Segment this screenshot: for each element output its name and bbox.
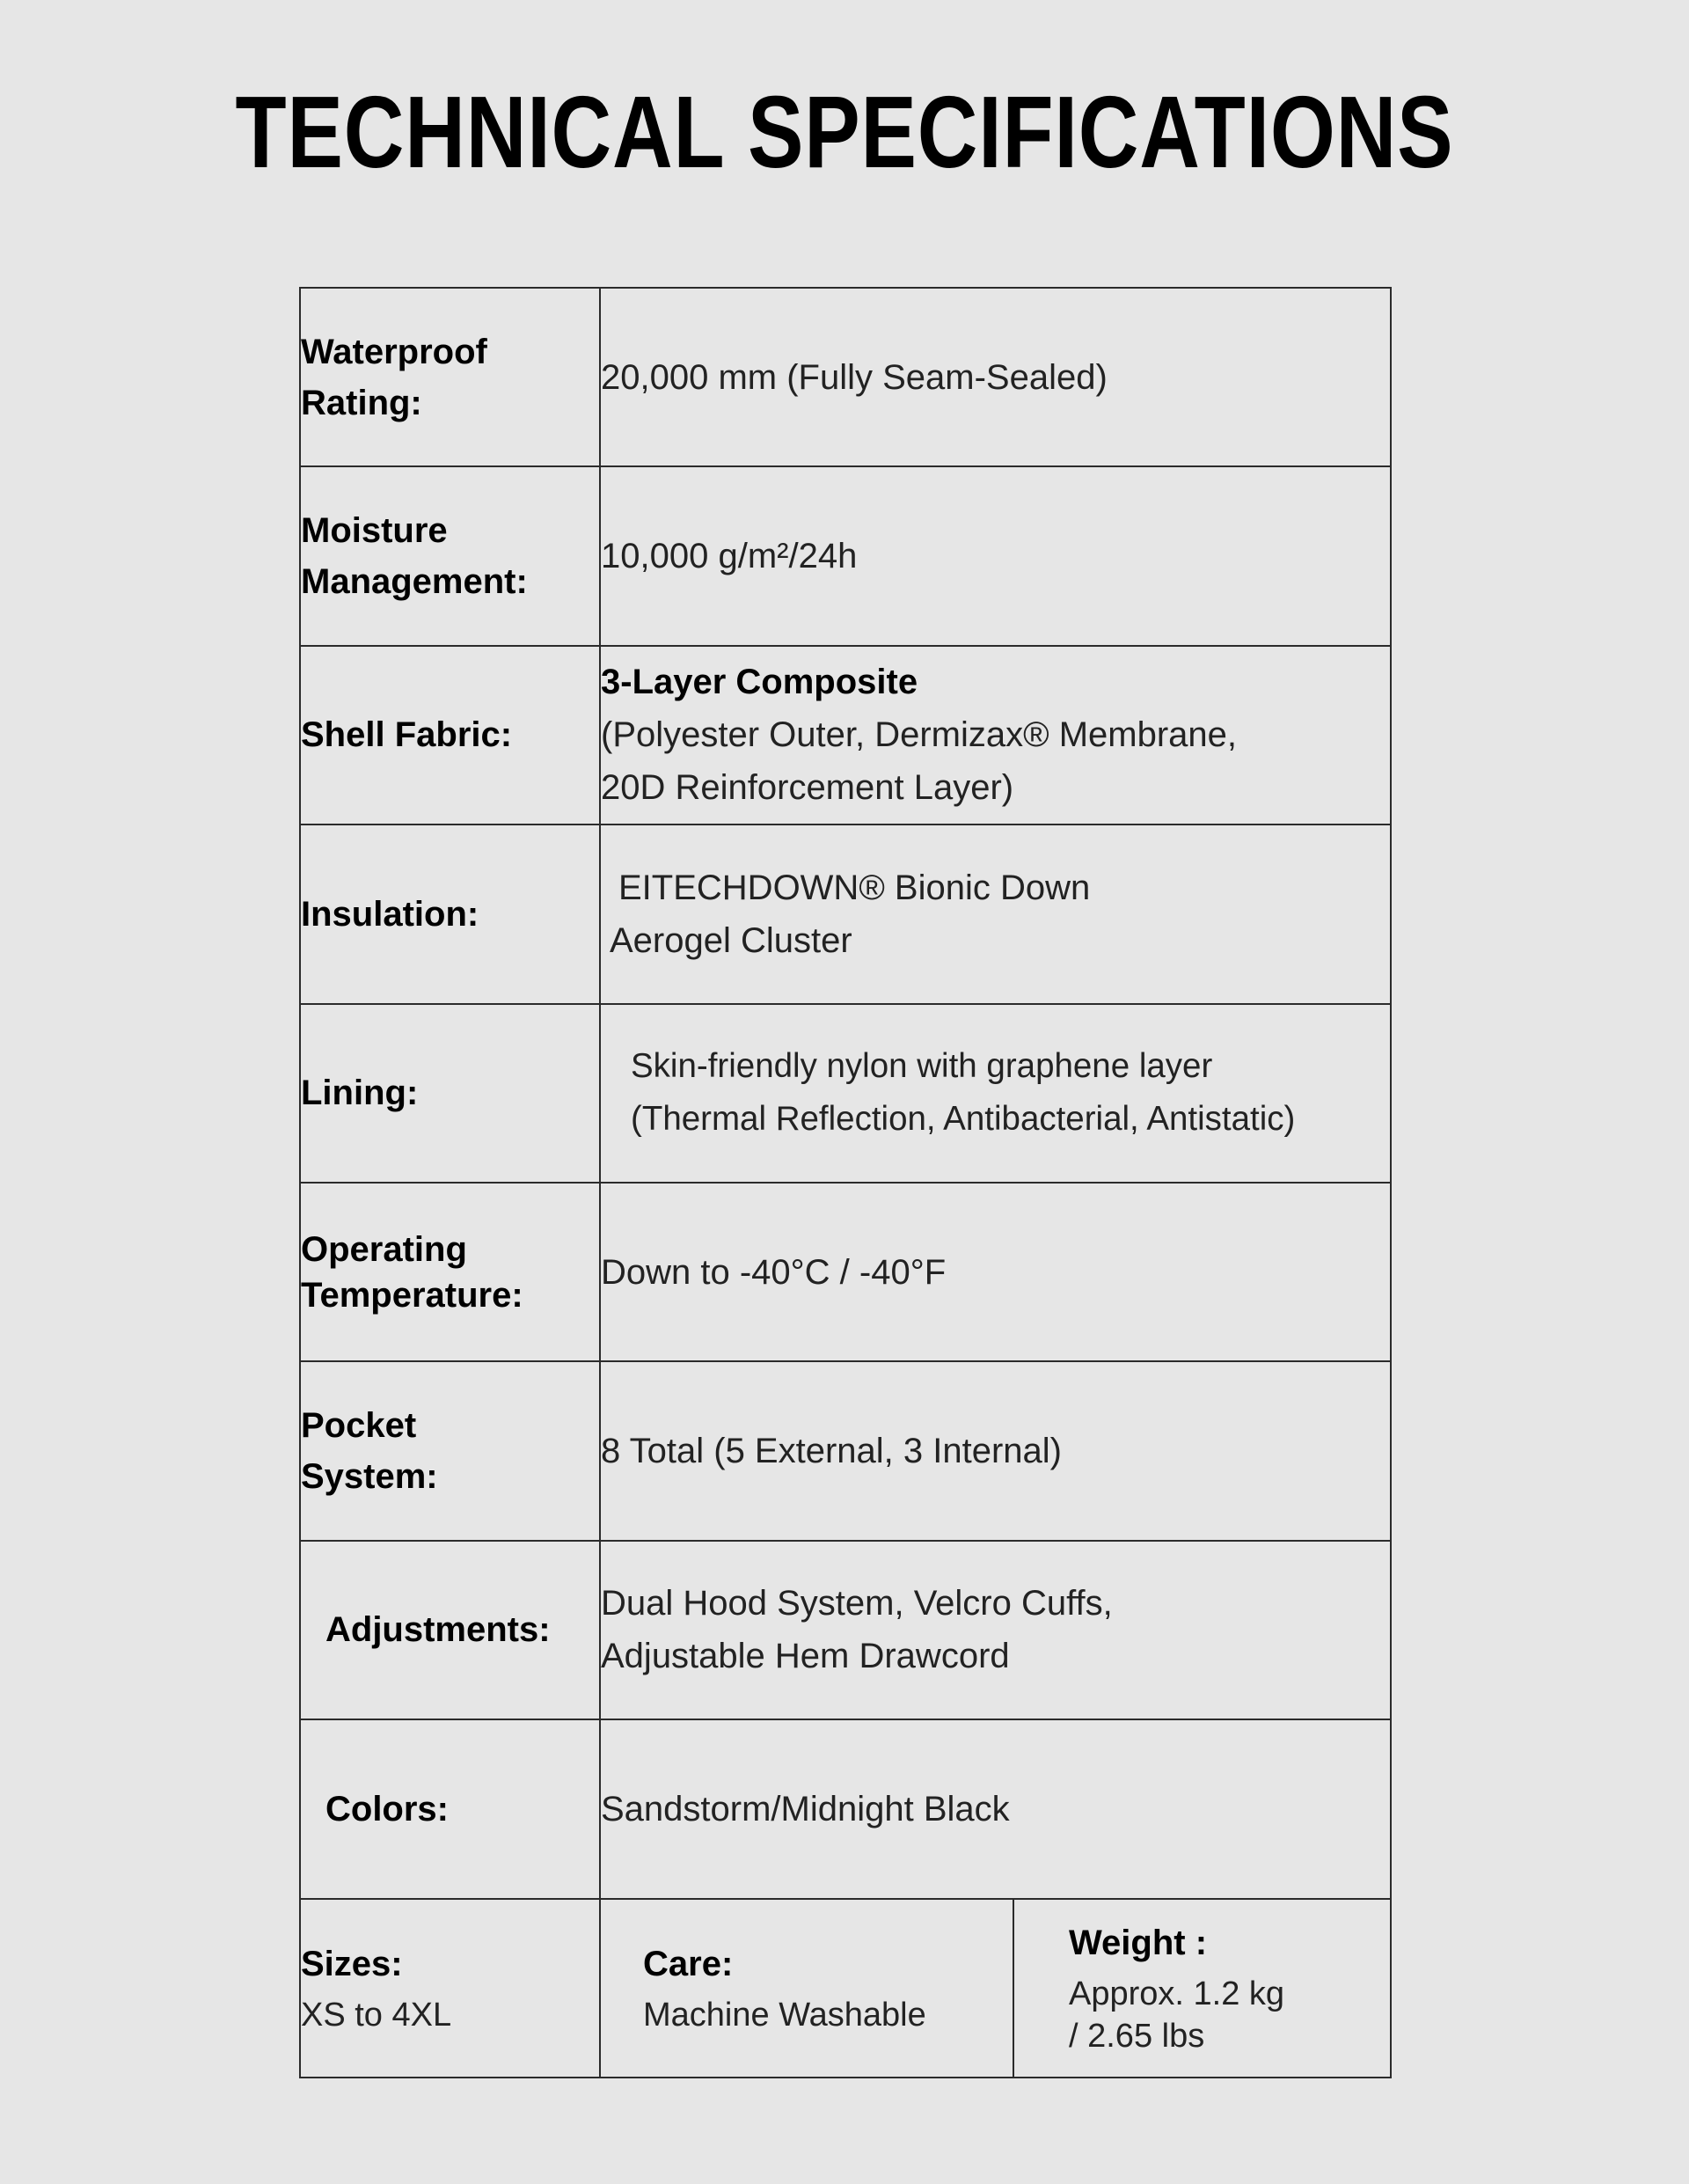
spec-row-adjustments xyxy=(300,1541,1391,1719)
spec-row-operating-temperature xyxy=(300,1183,1391,1361)
weight-label: Weight : xyxy=(1069,1924,1208,1963)
care-value: Machine Washable xyxy=(643,1997,926,2034)
page-title: TECHNICAL SPECIFICATIONS xyxy=(235,75,1454,189)
spec-row-pocket-system xyxy=(300,1361,1391,1540)
spec-label: Pocket System: xyxy=(300,1361,600,1540)
spec-value: 20,000 mm (Fully Seam-Sealed) xyxy=(600,288,1391,466)
spec-row-bottom xyxy=(300,1899,1391,2078)
spec-label: Moisture Management: xyxy=(300,466,600,645)
sizes-label: Sizes: xyxy=(301,1945,403,1984)
spec-label: Insulation: xyxy=(300,824,600,1003)
specifications-table xyxy=(299,287,1392,2078)
weight-value-line: Approx. 1.2 kg xyxy=(1069,1975,1285,2013)
sizes-value: XS to 4XL xyxy=(301,1997,452,2034)
spec-row-colors xyxy=(300,1719,1391,1898)
spec-row-shell-fabric xyxy=(300,646,1391,824)
spec-label: Operating Temperature: xyxy=(300,1183,600,1361)
spec-value: 8 Total (5 External, 3 Internal) xyxy=(600,1361,1391,1540)
spec-label: Adjustments: xyxy=(300,1541,600,1719)
spec-label: Waterproof Rating: xyxy=(300,288,600,466)
sizes-cell xyxy=(300,1899,600,2078)
spec-label: Colors: xyxy=(300,1719,600,1898)
spec-value: Dual Hood System, Velcro Cuffs, Adjustable Hem Drawcord xyxy=(600,1541,1391,1719)
spec-value: EITECHDOWN® Bionic Down Aerogel Cluster xyxy=(600,824,1391,1003)
spec-value: 3-Layer Composite (Polyester Outer, Dermizax® Membrane, 20D Reinforcement Layer) xyxy=(600,646,1391,824)
weight-value-line: / 2.65 lbs xyxy=(1069,2018,1205,2056)
spec-value: 10,000 g/m²/24h xyxy=(600,466,1391,645)
spec-value: Skin-friendly nylon with graphene layer (Thermal Reflection, Antibacterial, Antistatic) xyxy=(600,1004,1391,1183)
care-cell xyxy=(600,1899,1013,2078)
care-label: Care: xyxy=(643,1945,734,1984)
spec-label: Lining: xyxy=(300,1004,600,1183)
spec-row-waterproof-rating xyxy=(300,288,1391,466)
spec-label: Shell Fabric: xyxy=(300,646,600,824)
spec-value: Sandstorm/Midnight Black xyxy=(600,1719,1391,1898)
spec-value: Down to -40°C / -40°F xyxy=(600,1183,1391,1361)
spec-row-moisture-management xyxy=(300,466,1391,645)
weight-cell xyxy=(1013,1899,1391,2078)
spec-row-insulation xyxy=(300,824,1391,1003)
spec-row-lining xyxy=(300,1004,1391,1183)
